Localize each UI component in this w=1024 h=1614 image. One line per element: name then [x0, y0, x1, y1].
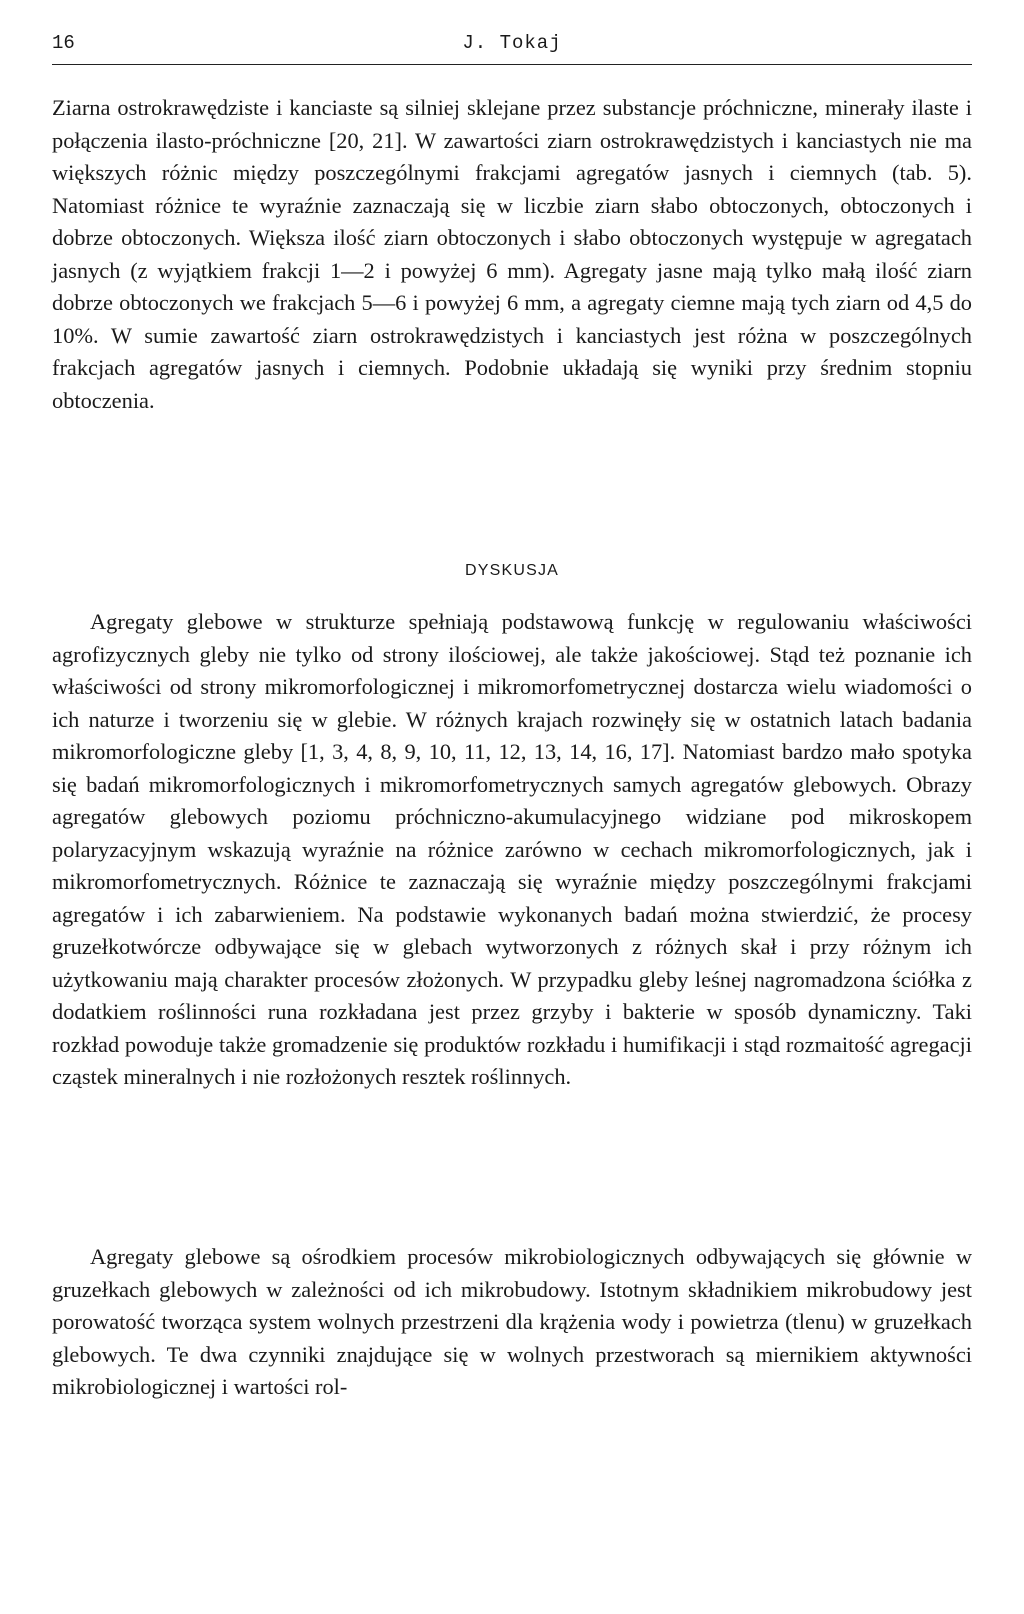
running-head — [52, 32, 972, 62]
paragraph-discussion-1: Agregaty glebowe w strukturze spełniają podstawową funkcję w regulowaniu właściwości agrofizycznych gleby nie tylko od strony ilościowej, ale także jakościowej. Stąd też poznanie ich właściwości od strony mikromorfologicznej i mikromorfometrycznej dostarcza wielu wiadomości o ich naturze i tworzeniu się w glebie. W różnych krajach rozwinęły się w ostatnich latach badania mikromorfologiczne gleby [1, 3, 4, 8, 9, 10, 11, 12, 13, 14, 16, 17]. Natomiast bardzo mało spotyka się badań mikromorfologicznych i mikromorfometrycznych samych agregatów glebowych. Obrazy agregatów glebowych poziomu próchniczno-akumulacyjnego widziane pod mikroskopem polaryzacyjnym wskazują wyraźnie na różnice zarówno w cechach mikromorfologicznych, jak i mikromorfometrycznych. Różnice te zaznaczają się wyraźnie między poszczególnymi frakcjami agregatów i ich zabarwieniem. Na podstawie wykonanych badań można stwierdzić, że procesy gruzełkotwórcze odbywające się w glebach wytworzonych z różnych skał i przy różnym ich użytkowaniu mają charakter procesów złożonych. W przypadku gleby leśnej nagromadzona ściółka z dodatkiem roślinności runa rozkładana jest przez grzyby i bakterie w sposób dynamiczny. Taki rozkład powoduje także gromadzenie się produktów rozkładu i humifikacji i stąd rozmaitość agregacji cząstek mineralnych i nie rozłożonych resztek roślinnych. — [52, 609, 972, 1089]
section-heading: DYSKUSJA — [464, 562, 560, 579]
header-rule — [52, 64, 972, 65]
paragraph-grain-rounding: Ziarna ostrokrawędziste i kanciaste są silniej sklejane przez substancje próchniczne, minerały ilaste i połączenia ilasto-próchniczne [20, 21]. W zawartości ziarn ostrokrawędzistych i kanciastych nie ma większych różnic między poszczególnymi frakcjami agregatów jasnych i ciemnych (tab. 5). Natomiast różnice te wyraźnie zaznaczają się w liczbie ziarn słabo obtoczonych, obtoczonych i dobrze obtoczonych. Większa ilość ziarn obtoczonych i słabo obtoczonych występuje w agregatach jasnych (z wyjątkiem frakcji 1—2 i powyżej 6 mm). Agregaty jasne mają tylko małą ilość ziarn dobrze obtoczonych we frakcjach 5—6 i powyżej 6 mm, a agregaty ciemne mają tych ziarn od 4,5 do 10%. W sumie zawartość ziarn ostrokrawędzistych i kanciastych jest różna w poszczególnych frakcjach agregatów jasnych i ciemnych. Podobnie układają się wyniki przy średnim stopniu obtoczenia. — [52, 95, 972, 413]
paragraph-discussion-2: Agregaty glebowe są ośrodkiem procesów mikrobiologicznych odbywających się głównie w gruzełkach glebowych w zależności od ich mikrobudowy. Istotnym składnikiem mikrobudowy jest porowatość tworząca system wolnych przestrzeni dla krążenia wody i powietrza (tlenu) w gruzełkach glebowych. Te dwa czynniki znajdujące się w wolnych przestworach są miernikiem aktywności mikrobiologicznej i wartości rol- — [52, 1244, 972, 1399]
page-number: 16 — [52, 32, 75, 54]
running-head-author: J. Tokaj — [462, 32, 562, 54]
